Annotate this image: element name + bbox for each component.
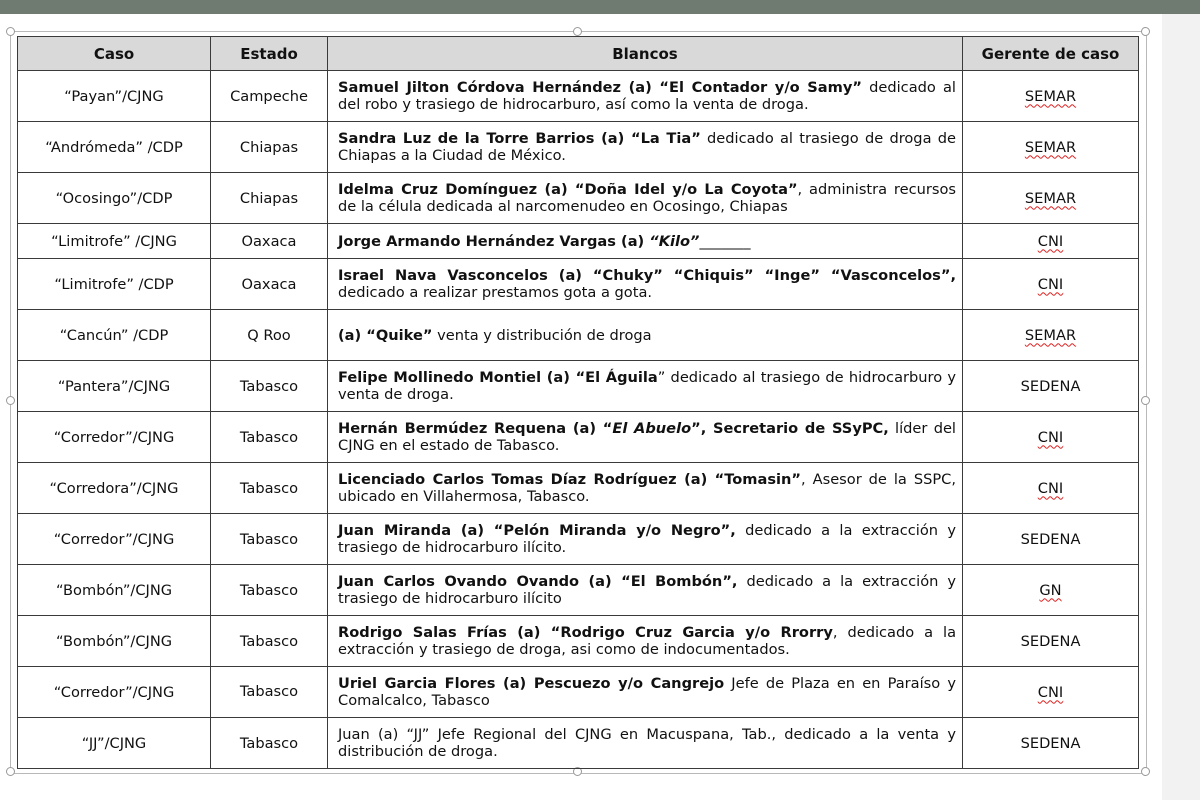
estado-text: Tabasco — [239, 734, 299, 752]
blanco-alias: El Abuelo — [612, 420, 692, 437]
cell-caso — [18, 361, 211, 412]
blanco-name: Licenciado Carlos Tomas Díaz Rodríguez (a) “Tomasin” — [338, 471, 802, 488]
table-row — [18, 173, 1139, 224]
caso-text: “Limitrofe” /CDP — [54, 275, 174, 293]
estado-text: Tabasco — [239, 428, 299, 446]
cell-caso — [18, 667, 211, 718]
estado-text: Tabasco — [239, 581, 299, 599]
cell-caso — [18, 412, 211, 463]
cell-blancos — [328, 463, 963, 514]
cell-estado — [211, 122, 328, 173]
caso-text: “Bombón”/CJNG — [55, 632, 173, 650]
blanco-name: (a) “Quike” — [338, 326, 433, 344]
table-row — [18, 718, 1139, 769]
cell-blancos — [328, 122, 963, 173]
gerente-text: SEMAR — [1024, 189, 1077, 207]
cell-blancos — [328, 667, 963, 718]
cell-gerente — [963, 667, 1139, 718]
cell-blancos — [328, 259, 963, 310]
cell-caso — [18, 173, 211, 224]
blanco-name: Idelma Cruz Domínguez (a) “Doña Idel y/o La Coyota” — [338, 181, 798, 198]
resize-handle-top-left[interactable] — [6, 27, 15, 36]
blanco-description: , dedicado a la extracción y trasiego de droga, asi como de indocumentados. — [338, 624, 957, 658]
cell-blancos — [328, 361, 963, 412]
blanco-description: _______ — [699, 232, 751, 250]
blanco-description: dedicado al trasiego de droga de Chiapas a la Ciudad de México. — [338, 130, 956, 164]
cell-estado — [211, 224, 328, 259]
cell-gerente — [963, 463, 1139, 514]
blanco-description: , Asesor de la SSPC, ubicado en Villahermosa, Tabasco. — [338, 471, 956, 505]
gerente-text: CNI — [1037, 275, 1064, 293]
cell-estado — [211, 514, 328, 565]
cell-blancos — [328, 173, 963, 224]
gerente-text: SEMAR — [1024, 138, 1077, 156]
caso-text: “Payan”/CJNG — [64, 87, 164, 105]
blanco-description: venta y distribución de droga — [432, 326, 652, 344]
estado-text: Tabasco — [239, 632, 299, 650]
cell-blancos — [328, 412, 963, 463]
cell-blancos — [328, 514, 963, 565]
caso-text: “Pantera”/CJNG — [57, 377, 171, 395]
cell-caso — [18, 259, 211, 310]
cell-gerente — [963, 71, 1139, 122]
gerente-text: GN — [1039, 581, 1062, 599]
cell-estado — [211, 616, 328, 667]
blanco-description: Juan (a) “JJ” Jefe Regional del CJNG en Macuspana, Tab., dedicado a la venta y distribución de droga. — [338, 726, 956, 760]
blanco-name: Uriel Garcia Flores (a) Pescuezo y/o Cangrejo — [338, 675, 725, 692]
gerente-text: CNI — [1037, 683, 1064, 701]
header-estado: Estado — [211, 37, 328, 71]
gerente-text: CNI — [1037, 479, 1064, 497]
blanco-description: dedicado a la extracción y trasiego de hidrocarburo ilícito — [338, 573, 957, 607]
cell-caso — [18, 718, 211, 769]
cell-caso — [18, 310, 211, 361]
blanco-description: dedicado al del robo y trasiego de hidrocarburo, así como la venta de droga. — [338, 79, 956, 113]
cell-blancos — [328, 224, 963, 259]
cell-gerente — [963, 310, 1139, 361]
cell-gerente — [963, 616, 1139, 667]
estado-text: Oaxaca — [241, 232, 297, 250]
gerente-text: SEDENA — [1020, 377, 1081, 395]
gerente-text: CNI — [1037, 428, 1064, 446]
resize-handle-middle-left[interactable] — [6, 396, 15, 405]
cell-estado — [211, 71, 328, 122]
caso-text: “Cancún” /CDP — [59, 326, 169, 344]
estado-text: Tabasco — [239, 683, 299, 700]
caso-text: “Corredora”/CJNG — [49, 479, 179, 497]
table-row — [18, 224, 1139, 259]
blanco-description: dedicado a la extracción y trasiego de hidrocarburo ilícito. — [338, 522, 956, 556]
cell-gerente — [963, 259, 1139, 310]
cell-estado — [211, 259, 328, 310]
estado-text: Oaxaca — [241, 275, 297, 293]
cell-gerente — [963, 718, 1139, 769]
table-row — [18, 71, 1139, 122]
resize-handle-bottom-left[interactable] — [6, 767, 15, 776]
caso-text: “JJ”/CJNG — [81, 734, 147, 752]
blanco-alias: “Kilo” — [649, 232, 700, 250]
blanco-name: Juan Carlos Ovando Ovando (a) “El Bombón”, — [338, 573, 738, 590]
cell-gerente — [963, 412, 1139, 463]
cell-estado — [211, 173, 328, 224]
table-row — [18, 412, 1139, 463]
cell-caso — [18, 514, 211, 565]
resize-handle-bottom-right[interactable] — [1141, 767, 1150, 776]
blanco-name: Sandra Luz de la Torre Barrios (a) “La Tia” — [338, 130, 701, 147]
caso-text: “Ocosingo”/CDP — [55, 189, 173, 207]
cell-caso — [18, 122, 211, 173]
cell-blancos — [328, 71, 963, 122]
targets-table[interactable] — [17, 36, 1139, 769]
caso-text: “Limitrofe” /CJNG — [51, 232, 177, 250]
table-row — [18, 667, 1139, 718]
blanco-name: Rodrigo Salas Frías (a) “Rodrigo Cruz Garcia y/o Rrorry — [338, 624, 833, 641]
gerente-text: SEMAR — [1024, 87, 1077, 105]
cell-gerente — [963, 514, 1139, 565]
cell-gerente — [963, 173, 1139, 224]
cell-caso — [18, 565, 211, 616]
resize-handle-top-right[interactable] — [1141, 27, 1150, 36]
estado-text: Q Roo — [247, 326, 291, 344]
cell-blancos — [328, 565, 963, 616]
cell-blancos — [328, 718, 963, 769]
cell-estado — [211, 718, 328, 769]
scroll-gutter[interactable] — [1162, 14, 1200, 800]
table-row — [18, 514, 1139, 565]
cell-gerente — [963, 224, 1139, 259]
caso-text: “Andrómeda” /CDP — [45, 138, 183, 156]
table-header-row — [18, 37, 1139, 71]
blanco-description: líder del CJNG en el estado de Tabasco. — [338, 420, 956, 454]
window-top-bar — [0, 0, 1200, 14]
gerente-text: SEDENA — [1020, 734, 1081, 752]
blanco-name: Hernán Bermúdez Requena (a) “ — [338, 420, 613, 437]
blanco-description: ” dedicado al trasiego de hidrocarburo y venta de droga. — [338, 369, 956, 403]
table-row — [18, 259, 1139, 310]
gerente-text: SEMAR — [1024, 326, 1077, 344]
estado-text: Tabasco — [239, 377, 299, 395]
caso-text: “Bombón”/CJNG — [55, 581, 173, 599]
cell-estado — [211, 361, 328, 412]
estado-text: Tabasco — [239, 530, 299, 548]
blanco-name: Juan Miranda (a) “Pelón Miranda y/o Negro”, — [338, 522, 736, 539]
estado-text: Chiapas — [239, 189, 299, 207]
cell-estado — [211, 412, 328, 463]
blanco-title: ”, Secretario de SSyPC, — [691, 420, 889, 437]
cell-caso — [18, 463, 211, 514]
blanco-description: Jefe de Plaza en en Paraíso y Comalcalco, Tabasco — [338, 675, 956, 709]
cell-estado — [211, 463, 328, 514]
cell-estado — [211, 310, 328, 361]
header-caso: Caso — [18, 37, 211, 71]
header-gerente: Gerente de caso — [963, 37, 1139, 71]
resize-handle-middle-right[interactable] — [1141, 396, 1150, 405]
blanco-description: , administra recursos de la célula dedicada al narcomenudeo en Ocosingo, Chiapas — [338, 181, 956, 215]
cell-caso — [18, 616, 211, 667]
cell-estado — [211, 565, 328, 616]
estado-text: Chiapas — [239, 138, 299, 156]
blanco-name: Jorge Armando Hernández Vargas (a) — [338, 232, 650, 250]
caso-text: “Corredor”/CJNG — [53, 683, 175, 701]
resize-handle-top-center[interactable] — [573, 27, 582, 36]
cell-blancos — [328, 616, 963, 667]
table-row — [18, 361, 1139, 412]
estado-text: Campeche — [230, 87, 308, 105]
blanco-name: Felipe Mollinedo Montiel (a) “El Águila — [338, 369, 658, 386]
blanco-description: dedicado a realizar prestamos gota a gota. — [338, 284, 653, 301]
table-row — [18, 310, 1139, 361]
table-row — [18, 463, 1139, 514]
gerente-text: SEDENA — [1020, 632, 1081, 650]
caso-text: “Corredor”/CJNG — [53, 428, 175, 446]
table-row — [18, 565, 1139, 616]
cell-blancos — [328, 310, 963, 361]
blanco-name: Israel Nava Vasconcelos (a) “Chuky” “Chiquis” “Inge” “Vasconcelos”, — [338, 267, 956, 284]
header-blancos: Blancos — [328, 37, 963, 71]
cell-gerente — [963, 122, 1139, 173]
cell-caso — [18, 224, 211, 259]
blanco-name: Samuel Jilton Córdova Hernández (a) “El Contador y/o Samy” — [338, 79, 862, 96]
estado-text: Tabasco — [239, 479, 299, 497]
table-row — [18, 122, 1139, 173]
cell-caso — [18, 71, 211, 122]
cell-gerente — [963, 361, 1139, 412]
cell-gerente — [963, 565, 1139, 616]
gerente-text: CNI — [1037, 232, 1064, 250]
table-row — [18, 616, 1139, 667]
gerente-text: SEDENA — [1020, 530, 1081, 548]
caso-text: “Corredor”/CJNG — [53, 530, 175, 548]
cell-estado — [211, 667, 328, 718]
